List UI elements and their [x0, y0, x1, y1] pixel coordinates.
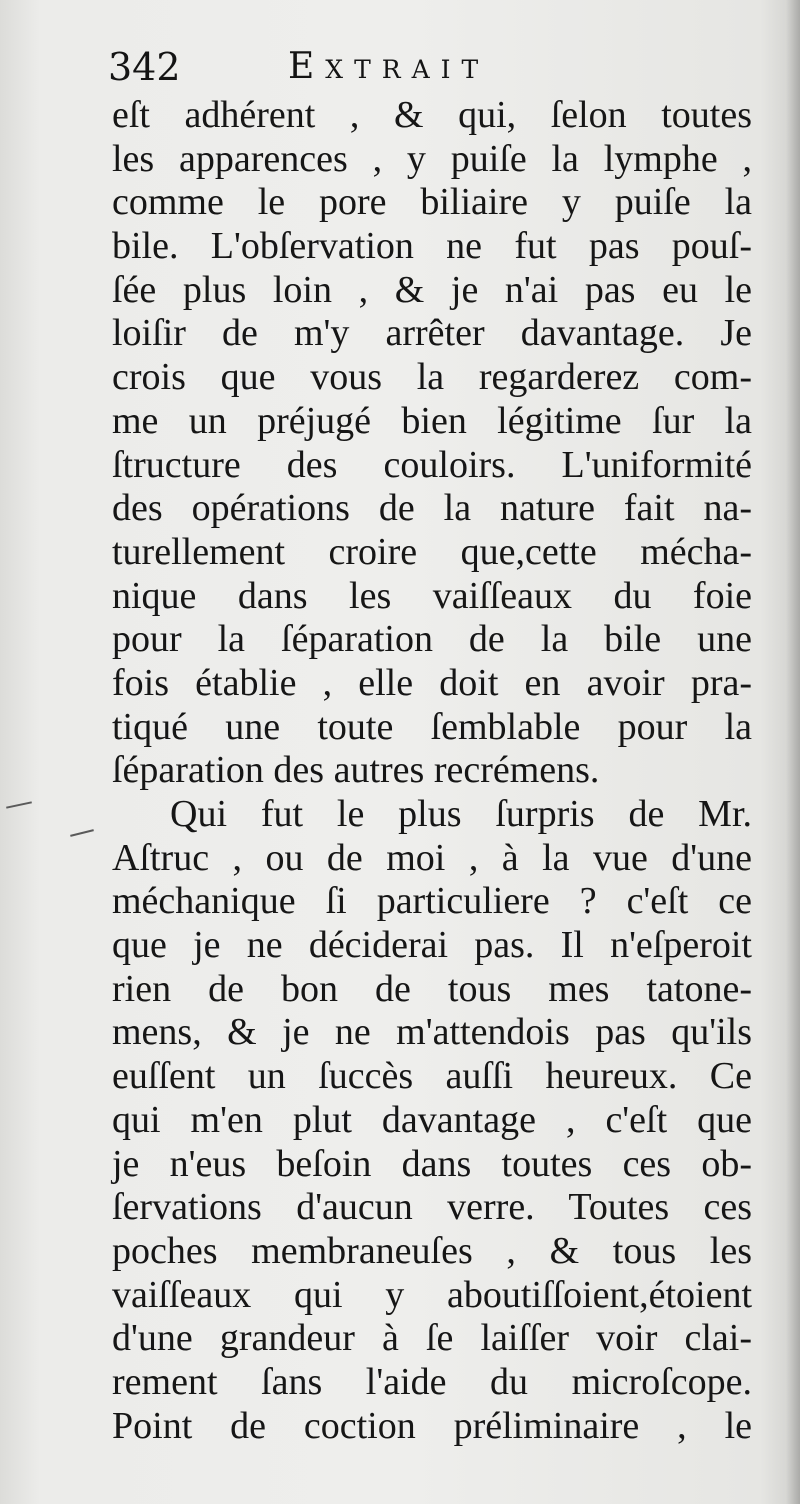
text-line: je n'eus beſoin dans toutes ces ob- [112, 1142, 752, 1185]
text-line: méchanique ſi particuliere ? c'eſt ce [112, 880, 752, 923]
text-line: poches membraneuſes , & tous les [112, 1229, 752, 1272]
page-number: 342 [108, 45, 181, 89]
text-line: rement ſans l'aide du microſcope. [112, 1360, 752, 1403]
text-line: tiqué une toute ſemblable pour la [112, 705, 752, 748]
text-line: Point de coction préliminaire , le [112, 1404, 752, 1447]
page-edge-shadow [786, 0, 800, 1504]
text-line: vaiſſeaux qui y aboutiſſoient,étoient [112, 1273, 752, 1316]
text-line: eſt adhérent , & qui, ſelon toutes [112, 94, 752, 136]
text-line: turellement croire que,cette mécha- [112, 530, 752, 573]
text-line: comme le pore biliaire y puiſe la [112, 181, 752, 224]
running-head: Extrait [288, 46, 490, 87]
text-line: loiſir de m'y arrêter davantage. Je [112, 312, 752, 355]
text-line: d'une grandeur à ſe laiſſer voir clai- [112, 1317, 752, 1360]
text-line: bile. L'obſervation ne fut pas pouſ- [112, 225, 752, 268]
text-line: me un préjugé bien légitime ſur la [112, 399, 752, 442]
text-line: ſervations d'aucun verre. Toutes ces [112, 1186, 752, 1229]
text-line: ſtructure des couloirs. L'uniformité [112, 443, 752, 486]
text-line: les apparences , y puiſe la lymphe , [112, 137, 752, 180]
text-line: que je ne déciderai pas. Il n'eſperoit [112, 924, 752, 967]
margin-mark [70, 829, 94, 837]
text-line: Aſtruc , ou de moi , à la vue d'une [112, 836, 752, 879]
text-line: ſéparation des autres recrémens. [112, 749, 600, 792]
text-line: nique dans les vaiſſeaux du foie [112, 574, 752, 617]
page-header [108, 40, 748, 94]
text-line: qui m'en plut davantage , c'eſt que [112, 1098, 752, 1141]
body-text [112, 94, 752, 1448]
margin-mark [6, 801, 32, 808]
text-line: rien de bon de tous mes tatone- [112, 967, 752, 1010]
text-line: euſſent un ſuccès auſſi heureux. Ce [112, 1055, 752, 1098]
paragraph-start-line: Qui fut le plus ſurpris de Mr. [170, 793, 752, 835]
text-line: ſée plus loin , & je n'ai pas eu le [112, 268, 752, 311]
text-line: des opérations de la nature fait na- [112, 487, 752, 530]
text-line: pour la ſéparation de la bile une [112, 618, 752, 661]
text-line: fois établie , elle doit en avoir pra- [112, 661, 752, 704]
text-line: crois que vous la regarderez com- [112, 356, 752, 399]
text-line: mens, & je ne m'attendois pas qu'ils [112, 1011, 752, 1054]
